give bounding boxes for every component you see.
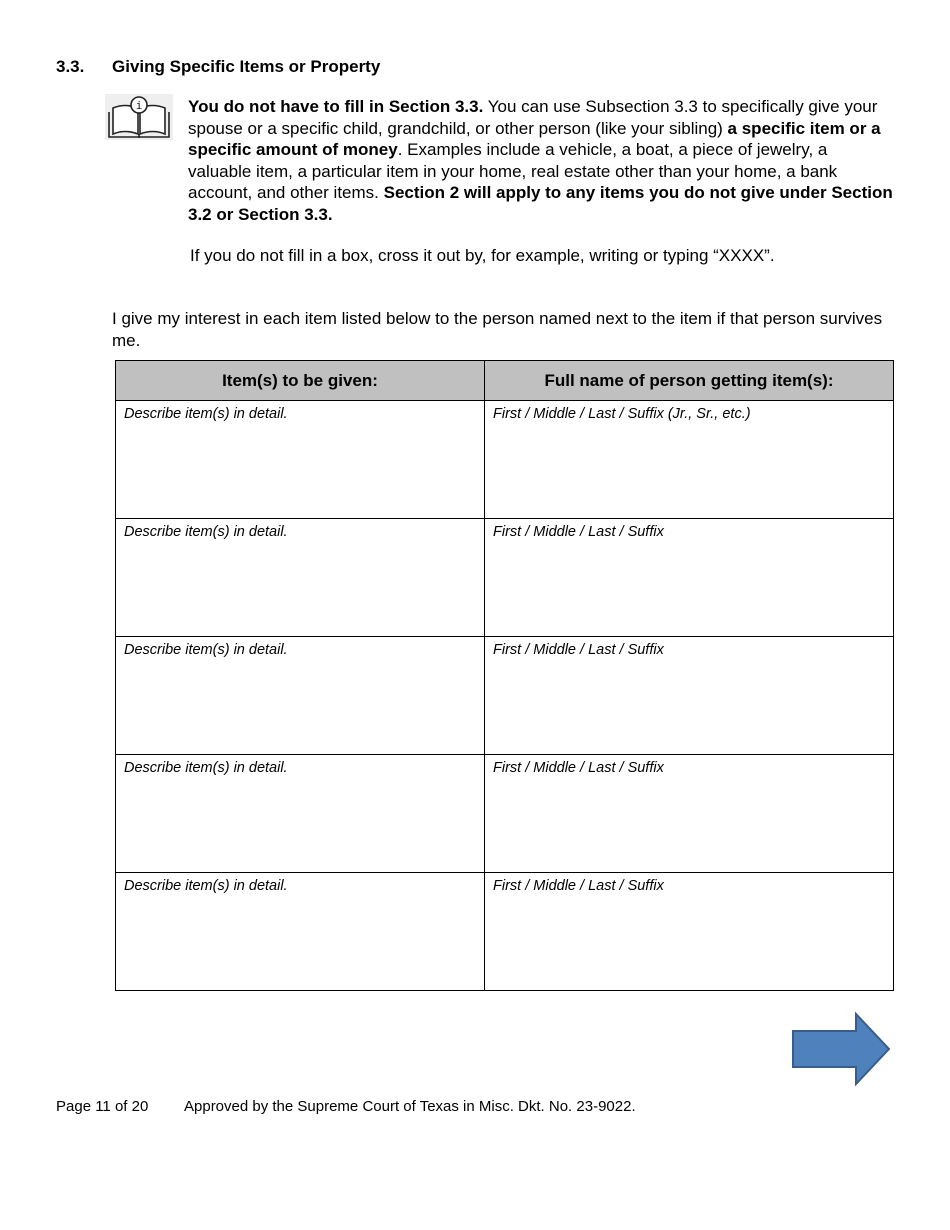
info-bold-item: a specific item or a specific amount of money — [188, 118, 881, 159]
header-person: Full name of person getting item(s): — [485, 361, 894, 401]
info-text-2: . Examples include a vehicle, a boat, a piece of jewelry, a valuable item, a particular item in your home, real estate other than your home, a bank account, and other items. — [188, 140, 838, 202]
table-header-row — [116, 361, 894, 401]
person-field[interactable]: First / Middle / Last / Suffix — [485, 873, 894, 991]
item-field[interactable]: Describe item(s) in detail. — [116, 873, 485, 991]
section-number: 3.3. — [56, 57, 85, 76]
info-bold-section2: Section 2 will apply to any items you do not give under Section 3.2 or Section 3.3. — [188, 183, 893, 224]
item-field[interactable]: Describe item(s) in detail. — [116, 637, 485, 755]
table-row — [116, 873, 894, 991]
info-text-1: You can use Subsection 3.3 to specifically give your spouse or a specific child, grandchild, or other person (like your sibling) — [188, 97, 878, 138]
item-field[interactable]: Describe item(s) in detail. — [116, 755, 485, 873]
info-paragraph — [188, 96, 893, 225]
person-field[interactable]: First / Middle / Last / Suffix — [485, 755, 894, 873]
footer-page-number: Page 11 of 20 — [56, 1098, 149, 1115]
item-field[interactable]: Describe item(s) in detail. — [116, 519, 485, 637]
person-field[interactable]: First / Middle / Last / Suffix — [485, 519, 894, 637]
gift-table — [115, 360, 894, 991]
next-page-arrow-icon[interactable] — [791, 1012, 891, 1086]
person-field[interactable]: First / Middle / Last / Suffix — [485, 637, 894, 755]
info-bold-lead: You do not have to fill in Section 3.3. — [188, 97, 484, 116]
gift-intro: I give my interest in each item listed below to the person named next to the item if that person survives me. — [112, 309, 883, 350]
table-row — [116, 519, 894, 637]
info-book-icon — [105, 94, 173, 140]
table-row — [116, 755, 894, 873]
table-row — [116, 401, 894, 519]
item-field[interactable]: Describe item(s) in detail. — [116, 401, 485, 519]
person-field[interactable]: First / Middle / Last / Suffix (Jr., Sr., etc.) — [485, 401, 894, 519]
section-title: Giving Specific Items or Property — [112, 57, 381, 76]
header-item: Item(s) to be given: — [116, 361, 485, 401]
svg-text:i: i — [135, 99, 143, 112]
table-row — [116, 637, 894, 755]
cross-out-instruction: If you do not fill in a box, cross it out by, for example, writing or typing “XXXX”. — [190, 246, 775, 265]
footer-approval: Approved by the Supreme Court of Texas in Misc. Dkt. No. 23-9022. — [184, 1098, 636, 1115]
